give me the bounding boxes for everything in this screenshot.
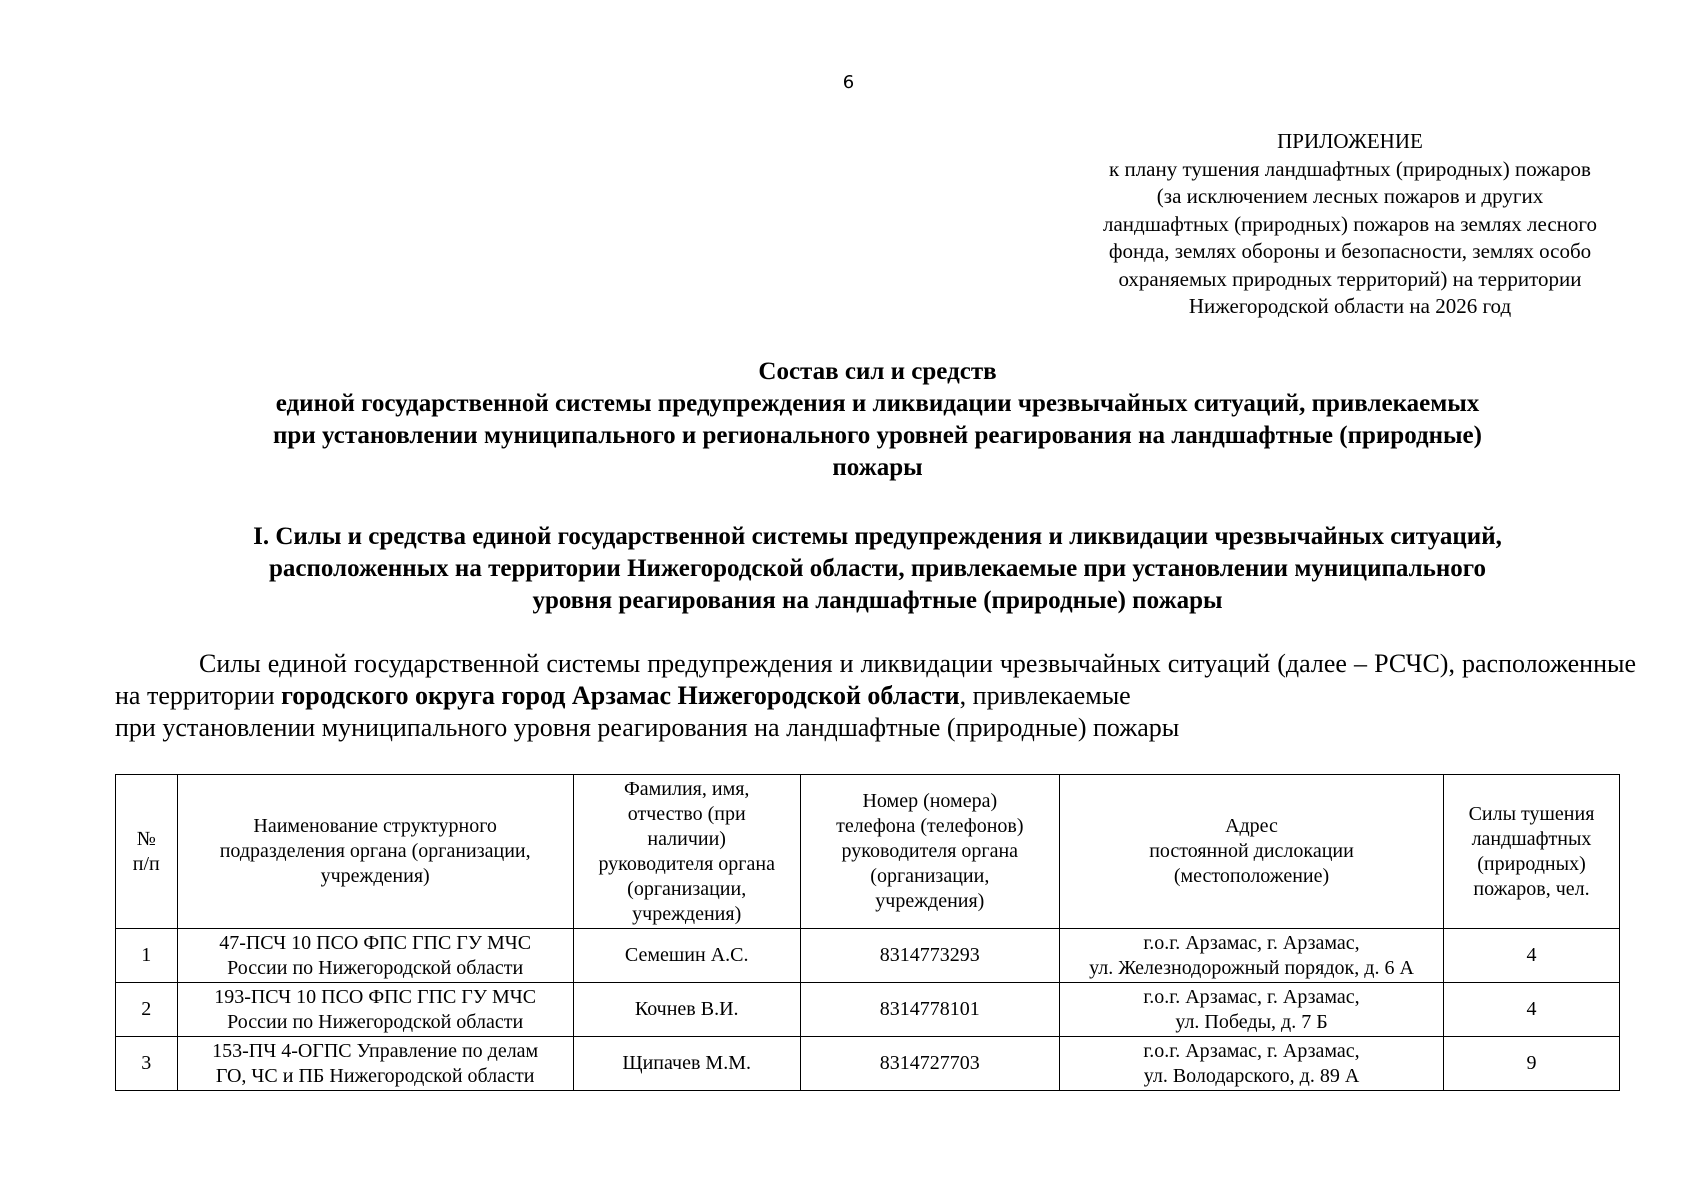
cell-text: ул. Победы, д. 7 Б xyxy=(1175,1010,1328,1033)
appendix-block xyxy=(1040,128,1660,321)
intro-text-part2: , привлекаемые xyxy=(959,681,1131,710)
header-unit-name xyxy=(177,775,573,929)
cell-address xyxy=(1060,1037,1444,1091)
header-text: Наименование структурного xyxy=(253,815,497,837)
appendix-heading: ПРИЛОЖЕНИЕ xyxy=(1277,129,1423,153)
header-text: учреждения) xyxy=(320,865,430,887)
section-line: I. Силы и средства единой государственной системы предупреждения и ликвидации чрезвычайных ситуаций, xyxy=(253,523,1502,550)
header-text: руководителя органа xyxy=(598,852,775,875)
cell-number: 1 xyxy=(116,929,178,983)
header-text: телефона (телефонов) xyxy=(836,815,1024,837)
cell-phone: 8314778101 xyxy=(800,983,1059,1037)
cell-forces: 4 xyxy=(1444,929,1620,983)
cell-text: г.о.г. Арзамас, г. Арзамас, xyxy=(1143,1039,1360,1062)
header-text: ландшафтных xyxy=(1471,827,1592,850)
cell-unit-name xyxy=(177,983,573,1037)
section-line: расположенных на территории Нижегородской области, привлекаемые при установлении муниципального xyxy=(268,555,1486,582)
header-text: (природных) xyxy=(1477,852,1586,875)
cell-forces: 9 xyxy=(1444,1037,1620,1091)
intro-text-part1: Силы единой государственной системы предупреждения и ликвидации чрезвычайных ситуаций (далее – РСЧС), расположенные на территории xyxy=(115,649,1636,710)
header-text: руководителя органа xyxy=(841,840,1019,862)
cell-text: 193-ПСЧ 10 ПСО ФПС ГПС ГУ МЧС xyxy=(214,985,537,1008)
header-text: Силы тушения xyxy=(1468,802,1595,825)
header-address xyxy=(1060,775,1444,929)
table-row xyxy=(116,1037,1620,1091)
cell-phone: 8314773293 xyxy=(800,929,1059,983)
cell-head-name: Семешин А.С. xyxy=(573,929,800,983)
title-line: Состав сил и средств xyxy=(758,358,997,385)
cell-text: 153-ПЧ 4-ОГПС Управление по делам xyxy=(212,1039,539,1062)
intro-text-last-line: при установлении муниципального уровня реагирования на ландшафтные (природные) пожары xyxy=(115,713,1180,742)
cell-number: 2 xyxy=(116,983,178,1037)
intro-paragraph xyxy=(115,648,1636,744)
intro-text-bold: городского округа город Арзамас Нижегородской области xyxy=(281,681,960,710)
page-number: 6 xyxy=(842,72,855,93)
cell-phone: 8314727703 xyxy=(800,1037,1059,1091)
cell-unit-name xyxy=(177,1037,573,1091)
header-text: № xyxy=(136,827,156,850)
section-heading xyxy=(100,521,1655,617)
title-line: пожары xyxy=(832,454,923,481)
table-row xyxy=(116,983,1620,1037)
forces-table xyxy=(115,774,1620,1091)
table-header-row xyxy=(116,775,1620,929)
cell-text: России по Нижегородской области xyxy=(227,956,524,979)
table-row xyxy=(116,929,1620,983)
document-title xyxy=(100,356,1655,484)
header-head-name xyxy=(573,775,800,929)
header-text: учреждения) xyxy=(632,902,742,925)
header-forces xyxy=(1444,775,1620,929)
appendix-line: охраняемых природных территорий) на территории xyxy=(1118,266,1582,291)
cell-address xyxy=(1060,983,1444,1037)
section-line: уровня реагирования на ландшафтные (природные) пожары xyxy=(532,587,1223,614)
cell-head-name: Кочнев В.И. xyxy=(573,983,800,1037)
header-text: п/п xyxy=(132,852,160,875)
header-text: подразделения органа (организации, xyxy=(219,840,531,862)
appendix-line: ландшафтных (природных) пожаров на землях лесного xyxy=(1102,211,1598,236)
appendix-line: Нижегородской области на 2026 год xyxy=(1188,294,1512,318)
cell-forces: 4 xyxy=(1444,983,1620,1037)
appendix-line: к плану тушения ландшафтных (природных) пожаров xyxy=(1109,156,1591,181)
header-text: постоянной дислокации xyxy=(1149,840,1354,862)
header-text: Фамилия, имя, xyxy=(623,777,750,800)
header-text: (организации, xyxy=(627,877,747,900)
cell-text: России по Нижегородской области xyxy=(227,1010,524,1033)
title-line: единой государственной системы предупреждения и ликвидации чрезвычайных ситуаций, привлекаемых xyxy=(275,390,1480,417)
header-number xyxy=(116,775,178,929)
appendix-line: фонда, землях обороны и безопасности, землях особо xyxy=(1108,239,1592,263)
header-text: Адрес xyxy=(1225,815,1278,837)
header-text: (организации, xyxy=(870,865,990,887)
header-text: Номер (номера) xyxy=(862,790,998,812)
header-text: (местоположение) xyxy=(1173,865,1330,887)
cell-head-name: Щипачев М.М. xyxy=(573,1037,800,1091)
cell-unit-name xyxy=(177,929,573,983)
header-text: наличии) xyxy=(647,827,726,850)
header-text: учреждения) xyxy=(875,890,985,912)
cell-text: ул. Володарского, д. 89 А xyxy=(1143,1064,1360,1087)
header-text: отчество (при xyxy=(627,802,746,825)
cell-text: ул. Железнодорожный порядок, д. 6 А xyxy=(1089,956,1414,979)
cell-text: 47-ПСЧ 10 ПСО ФПС ГПС ГУ МЧС xyxy=(219,931,532,954)
appendix-line: (за исключением лесных пожаров и других xyxy=(1156,184,1544,208)
cell-text: г.о.г. Арзамас, г. Арзамас, xyxy=(1143,985,1360,1008)
header-text: пожаров, чел. xyxy=(1473,877,1590,900)
cell-text: г.о.г. Арзамас, г. Арзамас, xyxy=(1143,931,1360,954)
title-line: при установлении муниципального и регионального уровней реагирования на ландшафтные (природные) xyxy=(273,422,1482,449)
cell-text: ГО, ЧС и ПБ Нижегородской области xyxy=(215,1064,535,1087)
header-phone xyxy=(800,775,1059,929)
cell-address xyxy=(1060,929,1444,983)
cell-number: 3 xyxy=(116,1037,178,1091)
